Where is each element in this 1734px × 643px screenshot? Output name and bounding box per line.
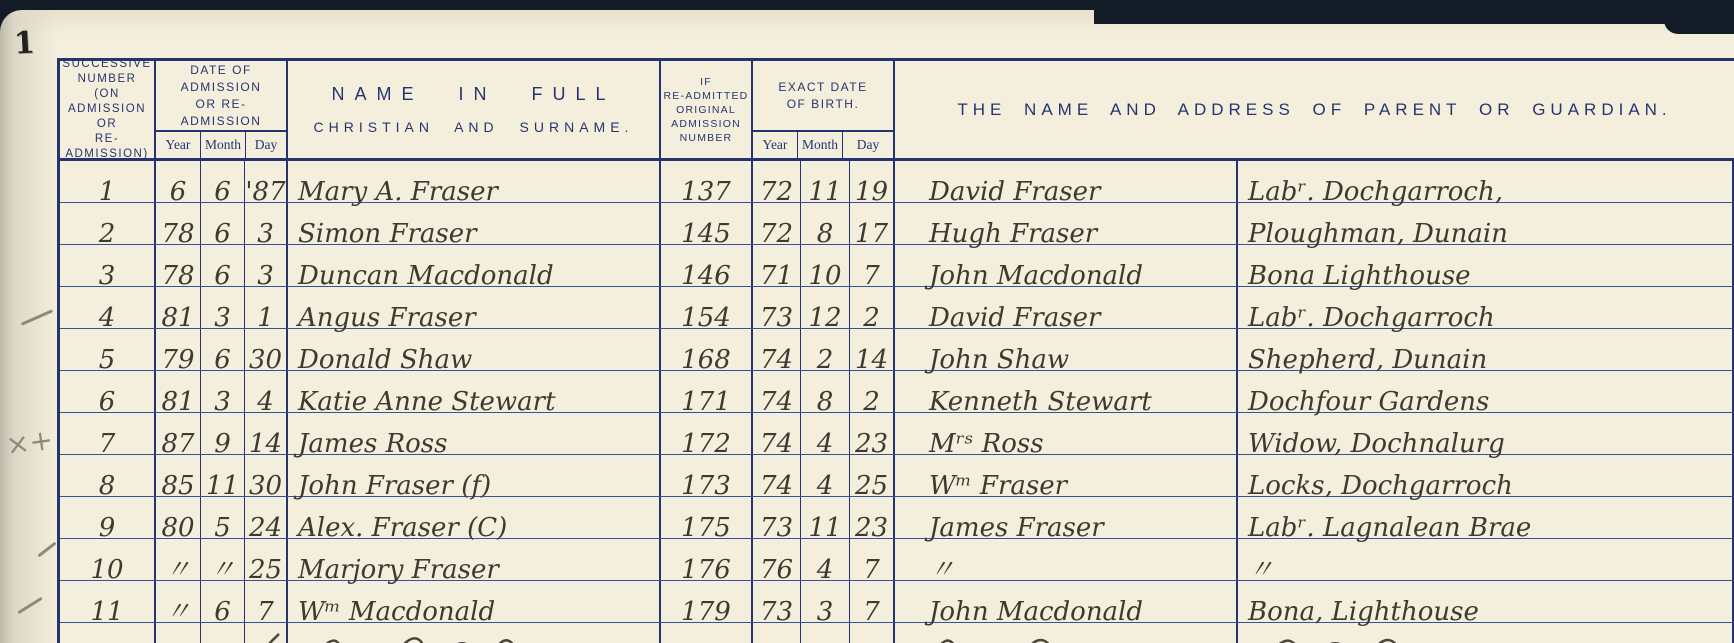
cell-admission-year: 81 xyxy=(156,287,201,328)
cell-parent: Kenneth Stewart xyxy=(895,371,1238,412)
cell-admission-year: 78 xyxy=(156,245,201,286)
table-row xyxy=(60,245,1734,291)
cell-admission-day: 7 xyxy=(245,581,288,622)
cell-name: Donald Shaw xyxy=(288,329,661,370)
cell-admission-day: 25 xyxy=(245,539,288,580)
cell-original-number: 171 xyxy=(661,371,753,412)
table-row xyxy=(60,497,1734,543)
cell-admission-year: 85 xyxy=(156,455,201,496)
cell-original-number: 179 xyxy=(661,581,753,622)
cell-birth-year: 76 xyxy=(753,539,801,580)
cell-birth-month: 11 xyxy=(801,497,850,538)
table-row xyxy=(60,203,1734,249)
cell-admission-year: 81 xyxy=(156,371,201,412)
cell-number: 11 xyxy=(60,581,156,622)
cell-admission-day: '87 xyxy=(245,161,288,202)
cell-birth-year: 73 xyxy=(753,287,801,328)
cell-parent: David Fraser xyxy=(895,287,1238,328)
cell-birth-day: 23 xyxy=(850,413,895,454)
cell-admission-year: 79 xyxy=(156,329,201,370)
cell-admission-year: 78 xyxy=(156,203,201,244)
cell-admission-year: 6 xyxy=(156,161,201,202)
table-row xyxy=(60,539,1734,585)
cell-birth-month: 12 xyxy=(801,287,850,328)
cell-birth-year: 71 xyxy=(753,245,801,286)
cell-birth-month: 8 xyxy=(801,371,850,412)
cell-number: 4 xyxy=(60,287,156,328)
cell-birth-year: 74 xyxy=(753,455,801,496)
cell-parent xyxy=(895,623,1238,643)
cell-number: 1 xyxy=(60,161,156,202)
cell-name: Simon Fraser xyxy=(288,203,661,244)
cell-admission-month: 6 xyxy=(201,581,245,622)
cell-address: Bona Lighthouse xyxy=(1238,245,1734,286)
cell-admission-month: 3 xyxy=(201,287,245,328)
pencil-margin-mark: ×+ xyxy=(3,422,55,463)
cell-admission-month: 11 xyxy=(201,455,245,496)
page-number: 1 xyxy=(13,25,36,62)
cell-admission-day: 3 xyxy=(245,245,288,286)
cell-number: 7 xyxy=(60,413,156,454)
cell-parent: Mʳˢ Ross xyxy=(895,413,1238,454)
partial-handwriting-stroke xyxy=(903,630,1203,643)
cell-number: 5 xyxy=(60,329,156,370)
cell-original-number xyxy=(661,623,753,643)
cell-birth-year xyxy=(753,623,801,643)
cell-address: 〃 xyxy=(1238,539,1734,580)
partial-handwriting-stroke xyxy=(296,630,636,643)
cell-original-number: 175 xyxy=(661,497,753,538)
cell-address: Widow, Dochnalurg xyxy=(1238,413,1734,454)
cell-admission-month: 〃 xyxy=(201,539,245,580)
cell-address: Labʳ. Dochgarroch xyxy=(1238,287,1734,328)
cell-original-number: 146 xyxy=(661,245,753,286)
table-row xyxy=(60,581,1734,627)
subheader-day: Day xyxy=(254,137,278,152)
cell-admission-day: 4 xyxy=(245,371,288,412)
cell-admission-day: 30 xyxy=(245,455,288,496)
header-parent-guardian: THE NAME AND ADDRESS OF PARENT OR GUARDIAN. xyxy=(957,99,1672,119)
paper-page xyxy=(0,10,1734,643)
cell-number: 6 xyxy=(60,371,156,412)
cell-admission-day: 14 xyxy=(245,413,288,454)
cell-birth-day: 2 xyxy=(850,371,895,412)
header-name-in-full: NAME IN FULL CHRISTIAN AND SURNAME. xyxy=(288,61,661,158)
cell-admission-year: 80 xyxy=(156,497,201,538)
cell-original-number: 172 xyxy=(661,413,753,454)
cell-admission-day xyxy=(245,623,288,643)
cell-address: Dochfour Gardens xyxy=(1238,371,1734,412)
cell-birth-day: 17 xyxy=(850,203,895,244)
cell-number: 9 xyxy=(60,497,156,538)
table-row xyxy=(60,329,1734,375)
cell-birth-month: 10 xyxy=(801,245,850,286)
cell-name xyxy=(288,623,661,643)
cell-name: Wᵐ Macdonald xyxy=(288,581,661,622)
cell-address: Shepherd, Dunain xyxy=(1238,329,1734,370)
cell-number: 2 xyxy=(60,203,156,244)
register-rows xyxy=(60,161,1734,627)
header-date-subcolumns xyxy=(156,132,286,158)
cell-birth-year: 74 xyxy=(753,371,801,412)
cell-original-number: 176 xyxy=(661,539,753,580)
cell-parent: James Fraser xyxy=(895,497,1238,538)
cell-name: Angus Fraser xyxy=(288,287,661,328)
table-row xyxy=(60,161,1734,207)
table-row xyxy=(60,413,1734,459)
subheader-day: Day xyxy=(856,137,880,152)
cell-birth-year: 73 xyxy=(753,581,801,622)
cell-birth-month: 2 xyxy=(801,329,850,370)
subheader-month: Month xyxy=(201,132,246,158)
cell-number: 3 xyxy=(60,245,156,286)
cell-admission-month: 5 xyxy=(201,497,245,538)
cell-birth-day: 14 xyxy=(850,329,895,370)
cell-number: 10 xyxy=(60,539,156,580)
table-row xyxy=(60,371,1734,417)
header-successive-number: SUCCESSIVE NUMBER (ON ADMISSION OR RE-ADMISSION) xyxy=(60,61,156,158)
cell-admission-year: 〃 xyxy=(156,581,201,622)
cell-birth-month: 4 xyxy=(801,413,850,454)
table-row xyxy=(60,455,1734,501)
pencil-margin-mark xyxy=(21,309,53,326)
cell-original-number: 154 xyxy=(661,287,753,328)
cell-name: Duncan Macdonald xyxy=(288,245,661,286)
cell-parent: 〃 xyxy=(895,539,1238,580)
cell-original-number: 173 xyxy=(661,455,753,496)
cell-admission-day: 1 xyxy=(245,287,288,328)
cell-birth-month: 8 xyxy=(801,203,850,244)
cell-admission-day: 30 xyxy=(245,329,288,370)
cell-name: James Ross xyxy=(288,413,661,454)
header-readmitted-original-number: IF RE-ADMITTED ORIGINAL ADMISSION NUMBER xyxy=(661,61,753,158)
cell-admission-year: 87 xyxy=(156,413,201,454)
cell-admission-year: 〃 xyxy=(156,539,201,580)
cell-name: Katie Anne Stewart xyxy=(288,371,661,412)
cell-original-number: 137 xyxy=(661,161,753,202)
cell-birth-month: 3 xyxy=(801,581,850,622)
header-dob-subcolumns xyxy=(753,132,893,158)
table-row xyxy=(60,287,1734,333)
scan-edge-top xyxy=(1094,10,1734,24)
header-date-of-admission: DATE OF ADMISSION OR RE-ADMISSION Year Month Day xyxy=(156,61,288,158)
cell-admission-month: 3 xyxy=(201,371,245,412)
cell-name: Mary A. Fraser xyxy=(288,161,661,202)
cell-original-number: 168 xyxy=(661,329,753,370)
cell-address: Locks, Dochgarroch xyxy=(1238,455,1734,496)
cell-original-number: 145 xyxy=(661,203,753,244)
cell-parent: Wᵐ Fraser xyxy=(895,455,1238,496)
partial-row xyxy=(60,623,1734,643)
cell-birth-day: 7 xyxy=(850,539,895,580)
cell-birth-day: 23 xyxy=(850,497,895,538)
cell-address: Bona, Lighthouse xyxy=(1238,581,1734,622)
cell-birth-month: 4 xyxy=(801,455,850,496)
admission-register-table xyxy=(57,58,1734,643)
cell-admission-month: 6 xyxy=(201,203,245,244)
cell-address xyxy=(1238,623,1734,643)
scan-edge-top-right xyxy=(1664,10,1734,34)
cell-admission-month: 6 xyxy=(201,329,245,370)
cell-number xyxy=(60,623,156,643)
cell-address: Labʳ. Dochgarroch, xyxy=(1238,161,1734,202)
cell-parent: Hugh Fraser xyxy=(895,203,1238,244)
cell-birth-year: 74 xyxy=(753,329,801,370)
header-exact-date-of-birth: EXACT DATE OF BIRTH. Year Month Day xyxy=(753,61,895,158)
cell-birth-day: 2 xyxy=(850,287,895,328)
pencil-margin-mark xyxy=(37,542,56,558)
cell-birth-day: 19 xyxy=(850,161,895,202)
subheader-year: Year xyxy=(156,132,201,158)
cell-admission-month: 6 xyxy=(201,245,245,286)
cell-birth-month: 11 xyxy=(801,161,850,202)
subheader-month: Month xyxy=(798,132,843,158)
partial-handwriting-stroke xyxy=(1246,630,1606,643)
cell-number: 8 xyxy=(60,455,156,496)
cell-birth-day: 25 xyxy=(850,455,895,496)
cell-birth-day: 7 xyxy=(850,245,895,286)
cell-parent: John Macdonald xyxy=(895,245,1238,286)
cell-admission-day: 3 xyxy=(245,203,288,244)
cell-name: Marjory Fraser xyxy=(288,539,661,580)
partial-handwriting-stroke xyxy=(253,632,283,643)
cell-name: Alex. Fraser (C) xyxy=(288,497,661,538)
cell-admission-month xyxy=(201,623,245,643)
cell-address: Ploughman, Dunain xyxy=(1238,203,1734,244)
cell-birth-month: 4 xyxy=(801,539,850,580)
cell-birth-month xyxy=(801,623,850,643)
cell-admission-day: 24 xyxy=(245,497,288,538)
pencil-margin-mark xyxy=(17,597,42,614)
cell-admission-month: 9 xyxy=(201,413,245,454)
cell-parent: John Shaw xyxy=(895,329,1238,370)
cell-birth-year: 72 xyxy=(753,161,801,202)
subheader-year: Year xyxy=(753,132,798,158)
cell-admission-year xyxy=(156,623,201,643)
cell-birth-year: 72 xyxy=(753,203,801,244)
cell-parent: John Macdonald xyxy=(895,581,1238,622)
cell-birth-year: 74 xyxy=(753,413,801,454)
table-header xyxy=(60,58,1734,161)
cell-parent: David Fraser xyxy=(895,161,1238,202)
cell-name: John Fraser (f) xyxy=(288,455,661,496)
cell-admission-month: 6 xyxy=(201,161,245,202)
cell-address: Labʳ. Lagnalean Brae xyxy=(1238,497,1734,538)
cell-birth-year: 73 xyxy=(753,497,801,538)
cell-birth-day: 7 xyxy=(850,581,895,622)
cell-birth-day xyxy=(850,623,895,643)
